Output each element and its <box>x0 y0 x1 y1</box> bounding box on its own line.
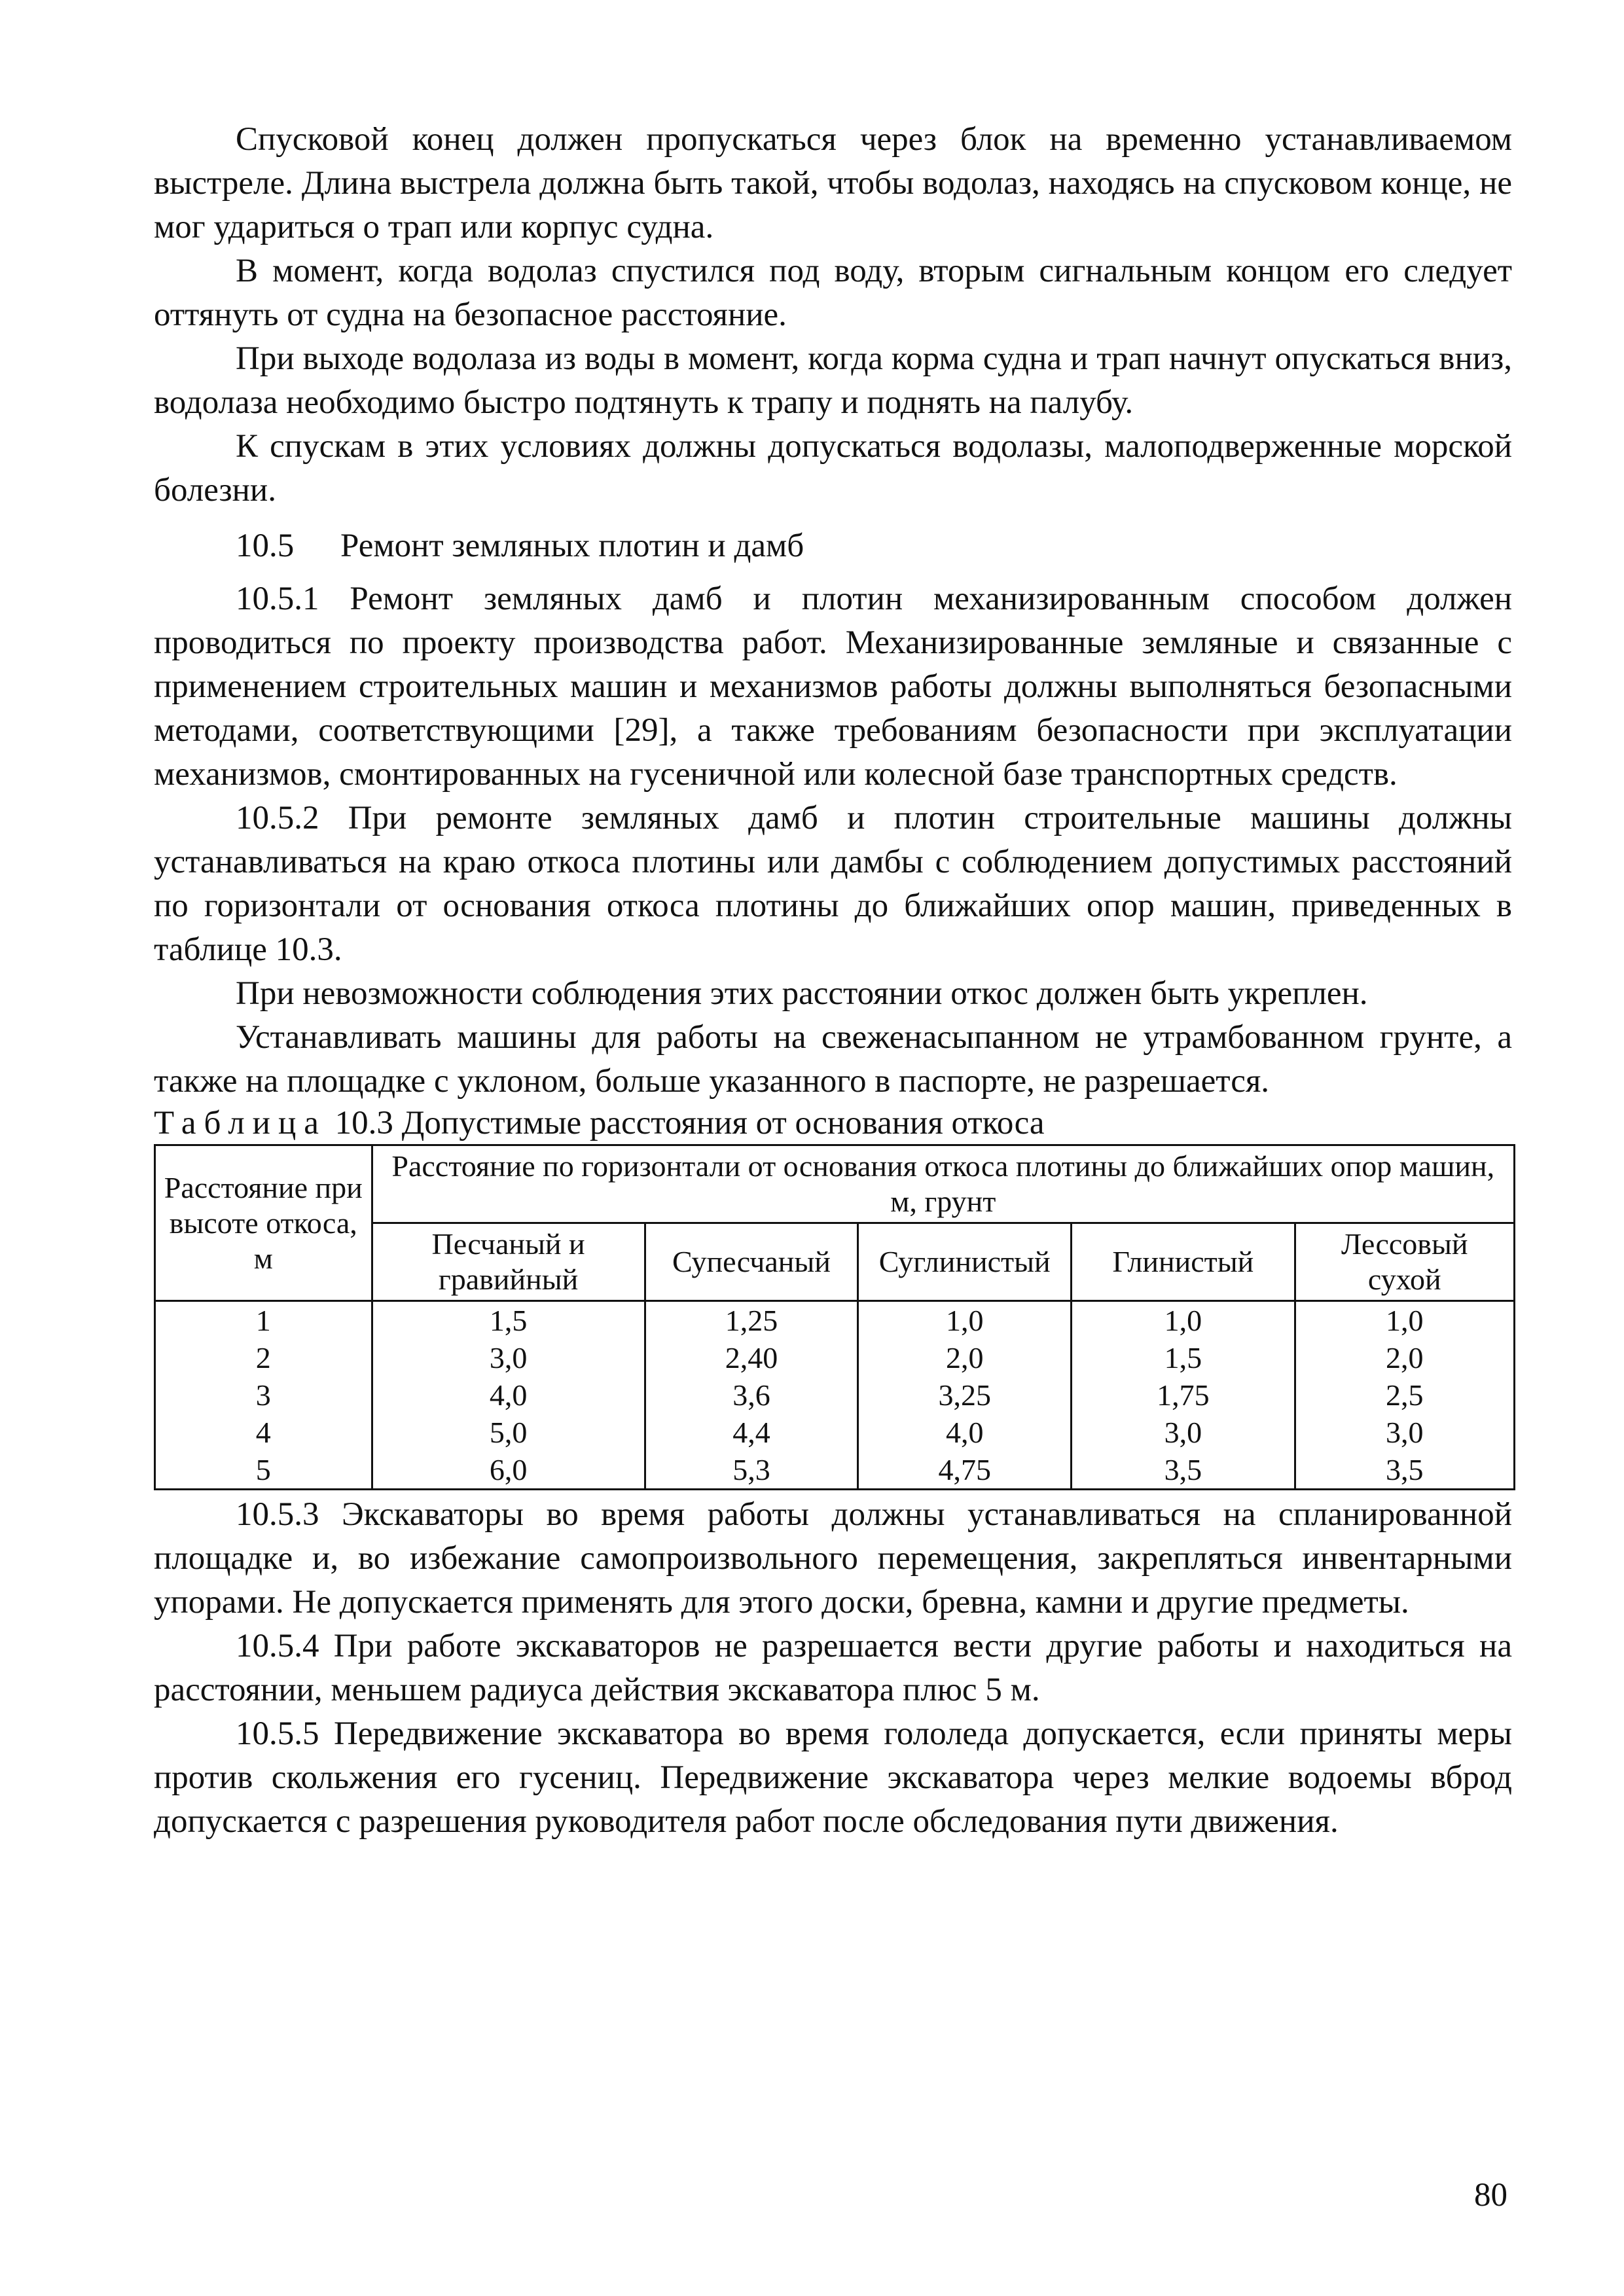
table-cell: 2,0 <box>858 1339 1072 1376</box>
paragraph: Спусковой конец должен пропускаться через блок на временно устанавливаемом выстреле. Длина выстрела должна быть такой, чтобы водолаз, находясь на спусковом конце, не мог удариться о трап или корпус судна. <box>154 121 1512 245</box>
table-cell: 2,5 <box>1295 1376 1514 1414</box>
page-number: 80 <box>1474 2177 1507 2214</box>
table-cell: 4,75 <box>858 1451 1072 1490</box>
table-caption-word: Таблица <box>154 1105 327 1141</box>
table-cell: 2,0 <box>1295 1339 1514 1376</box>
table-cell: 1,25 <box>645 1301 858 1340</box>
table-cell: 1,0 <box>858 1301 1072 1340</box>
table-caption <box>154 1103 1512 1143</box>
distance-table <box>154 1144 1515 1490</box>
table-cell: 3,5 <box>1072 1451 1295 1490</box>
table-cell: 3,25 <box>858 1376 1072 1414</box>
table-cell: 3,0 <box>372 1339 645 1376</box>
table-cell: 6,0 <box>372 1451 645 1490</box>
table-cell: 3,6 <box>645 1376 858 1414</box>
table-cell: 2,40 <box>645 1339 858 1376</box>
paragraph: 10.5.5 Передвижение экскаватора во время гололеда допускается, если приняты меры против скольжения его гусениц. Передвижение экскаватора через мелкие водоемы вброд допускается с разрешения руководителя работ после обследования пути движения. <box>154 1715 1512 1840</box>
table-header-col: Лессовый сухой <box>1295 1223 1514 1301</box>
table-header-group: Расстояние по горизонтали от основания откоса плотины до ближайших опор машин, м, грунт <box>372 1145 1514 1223</box>
table-cell: 1 <box>155 1301 372 1340</box>
section-heading <box>154 524 1512 568</box>
table-cell: 1,5 <box>1072 1339 1295 1376</box>
table-cell: 3,0 <box>1295 1414 1514 1451</box>
paragraph: При невозможности соблюдения этих расстоянии откос должен быть укреплен. <box>236 975 1368 1012</box>
paragraph: 10.5.3 Экскаваторы во время работы должны устанавливаться на спланированной площадке и, во избежание самопроизвольного перемещения, закрепляться инвентарными упорами. Не допускается применять для этого доски, бревна, камни и другие предметы. <box>154 1496 1512 1621</box>
table-row <box>155 1376 1515 1414</box>
table-cell: 4,0 <box>858 1414 1072 1451</box>
table-row <box>155 1414 1515 1451</box>
table-cell: 3 <box>155 1376 372 1414</box>
table-cell: 1,75 <box>1072 1376 1295 1414</box>
table-cell: 3,0 <box>1072 1414 1295 1451</box>
paragraph: 10.5.1 Ремонт земляных дамб и плотин механизированным способом должен проводиться по проекту производства работ. Механизированные земляные и связанные с применением строительных машин и механизмов работы должны выполняться безопасными методами, соответствующими [29], а также требованиям безопасности при эксплуатации механизмов, смонтированных на гусеничной или колесной базе транспортных средств. <box>154 581 1512 793</box>
table-header-col: Суглинистый <box>858 1223 1072 1301</box>
table-header-height: Расстояние при высоте откоса, м <box>155 1145 372 1301</box>
table-caption-text: 10.3 Допустимые расстояния от основания откоса <box>334 1105 1045 1141</box>
paragraph: 10.5.2 При ремонте земляных дамб и плотин строительные машины должны устанавливаться на краю откоса плотины или дамбы с соблюдением допустимых расстояний по горизонтали от основания откоса плотины до ближайших опор машин, приведенных в таблице 10.3. <box>154 800 1512 968</box>
table-row <box>155 1451 1515 1490</box>
table-cell: 4,0 <box>372 1376 645 1414</box>
section-number: 10.5 <box>236 528 295 564</box>
table-cell: 3,5 <box>1295 1451 1514 1490</box>
table-cell: 5,0 <box>372 1414 645 1451</box>
table-cell: 4 <box>155 1414 372 1451</box>
table-cell: 5 <box>155 1451 372 1490</box>
table-header-col: Супесчаный <box>645 1223 858 1301</box>
table-cell: 5,3 <box>645 1451 858 1490</box>
table-cell: 2 <box>155 1339 372 1376</box>
table-row <box>155 1301 1515 1340</box>
table-cell: 1,0 <box>1072 1301 1295 1340</box>
table-cell: 1,0 <box>1295 1301 1514 1340</box>
paragraph: При выходе водолаза из воды в момент, когда корма судна и трап начнут опускаться вниз, водолаза необходимо быстро подтянуть к трапу и поднять на палубу. <box>154 340 1512 421</box>
table-header-col: Песчаный и гравийный <box>372 1223 645 1301</box>
table-header-col: Глинистый <box>1072 1223 1295 1301</box>
table-row <box>155 1339 1515 1376</box>
document-page <box>154 118 1512 1844</box>
paragraph: Устанавливать машины для работы на свеженасыпанном не утрамбованном грунте, а также на площадке с уклоном, больше указанного в паспорте, не разрешается. <box>154 1019 1512 1100</box>
paragraph: К спускам в этих условиях должны допускаться водолазы, малоподверженные морской болезни. <box>154 428 1512 509</box>
section-title: Ремонт земляных плотин и дамб <box>340 528 804 564</box>
paragraph: 10.5.4 При работе экскаваторов не разрешается вести другие работы и находиться на расстоянии, меньшем радиуса действия экскаватора плюс 5 м. <box>154 1628 1512 1708</box>
table-cell: 1,5 <box>372 1301 645 1340</box>
paragraph: В момент, когда водолаз спустился под воду, вторым сигнальным концом его следует оттянуть от судна на безопасное расстояние. <box>154 253 1512 333</box>
table-cell: 4,4 <box>645 1414 858 1451</box>
